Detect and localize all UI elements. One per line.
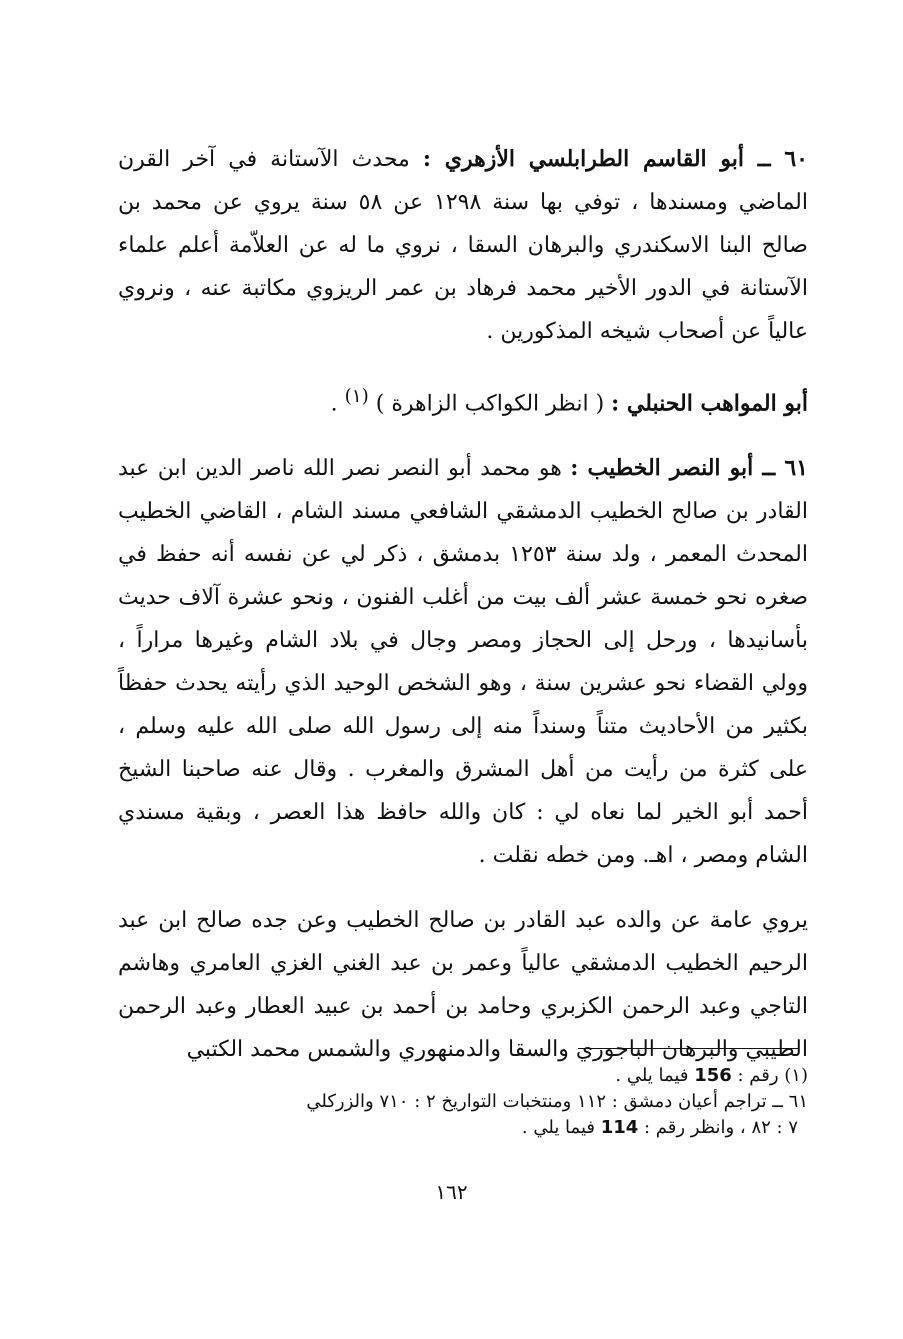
entry-60-text: محدث الآستانة في آخر القرن الماضي ومسندها ، توفي بها سنة ١٢٩٨ عن ٥٨ سنة يروي عن محمد بن صالح البنا الاسكندري والبرهان السقا ، نروي ما له عن العلاّمة أعلم علماء الآستانة في الدور الأخير محمد فرهاد بن عمر الريزوي مكاتبة عنه ، ونروي عالياً عن أصحاب شيخه المذكورين . — [118, 147, 808, 344]
entry-60-heading: ٦٠ ــ أبو القاسم الطرابلسي الأزهري : — [422, 146, 808, 172]
footnote-1-suffix: فيما يلي . — [615, 1065, 695, 1086]
page-number: ١٦٢ — [435, 1180, 468, 1204]
footnote-ref-1: (١) — [344, 386, 369, 407]
footnote-61-suffix: فيما يلي . — [521, 1117, 601, 1138]
entry-abu-al-mawahib-text: ( انظر الكواكب الزاهرة ) — [368, 391, 612, 417]
footnote-61-line-1: ٦١ ــ تراجم أعيان دمشق : ١١٢ ومنتخبات التواريخ ٢ : ٧١٠ والزركلي — [306, 1091, 808, 1112]
page-body — [118, 138, 808, 1071]
entry-61-heading: ٦١ ــ أبو النصر الخطيب : — [570, 455, 808, 482]
entry-61 — [118, 447, 808, 877]
footnote-1-prefix: (١) رقم : — [731, 1065, 808, 1086]
entry-abu-al-mawahib-heading: أبو المواهب الحنبلي : — [611, 390, 808, 417]
entry-61-continuation-text: يروي عامة عن والده عبد القادر بن صالح الخطيب وعن جده صالح ابن عبد الرحيم الخطيب الدمشقي عالياً وعمر بن عبد الغني الغزي العامري وهاشم التاجي وعبد الرحمن الكزبري وحامد بن أحمد بن عبيد العطار وعبد الرحمن الطيبي والبرهان الباجوري والسقا والدمنهوري والشمس محمد الكتبي — [118, 908, 809, 1063]
footnote-1-number: 156 — [694, 1065, 732, 1086]
footnotes — [118, 1048, 808, 1141]
footnote-1 — [118, 1063, 808, 1089]
entry-abu-al-mawahib-tail: . — [330, 391, 345, 417]
entry-60 — [118, 138, 808, 353]
footnote-61-prefix: ٧ : ٨٢ ، وانظر رقم : — [638, 1117, 798, 1138]
footnote-separator — [578, 1048, 798, 1049]
footnote-61-line-2 — [118, 1115, 808, 1141]
footnote-61-number: 114 — [600, 1117, 639, 1138]
entry-61-continuation — [118, 899, 808, 1071]
entry-abu-al-mawahib — [118, 375, 808, 425]
entry-61-text: هو محمد أبو النصر نصر الله ناصر الدين ابن عبد القادر بن صالح الخطيب الدمشقي الشافعي مسند الشام ، القاضي الخطيب المحدث المعمر ، ولد سنة ١٢٥٣ بدمشق ، ذكر لي عن نفسه أنه حفظ في صغره نحو خمسة عشر ألف بيت من أغلب الفنون ، ونحو عشرة آلاف حديث بأسانيدها ، ورحل إلى الحجاز ومصر وجال في بلاد الشام وغيرها مراراً ، وولي القضاء نحو عشرين سنة ، وهو الشخص الوحيد الذي رأيته يحدث حفظاً بكثير من الأحاديث متناً وسنداً منه إلى رسول الله صلى الله عليه وسلم ، على كثرة من رأيت من أهل المشرق والمغرب . وقال عنه صاحبنا الشيخ أحمد أبو الخير لما نعاه لي : كان والله حافظ هذا العصر ، وبقية مسندي الشام ومصر ، اهـ. ومن خطه نقلت . — [118, 456, 808, 869]
